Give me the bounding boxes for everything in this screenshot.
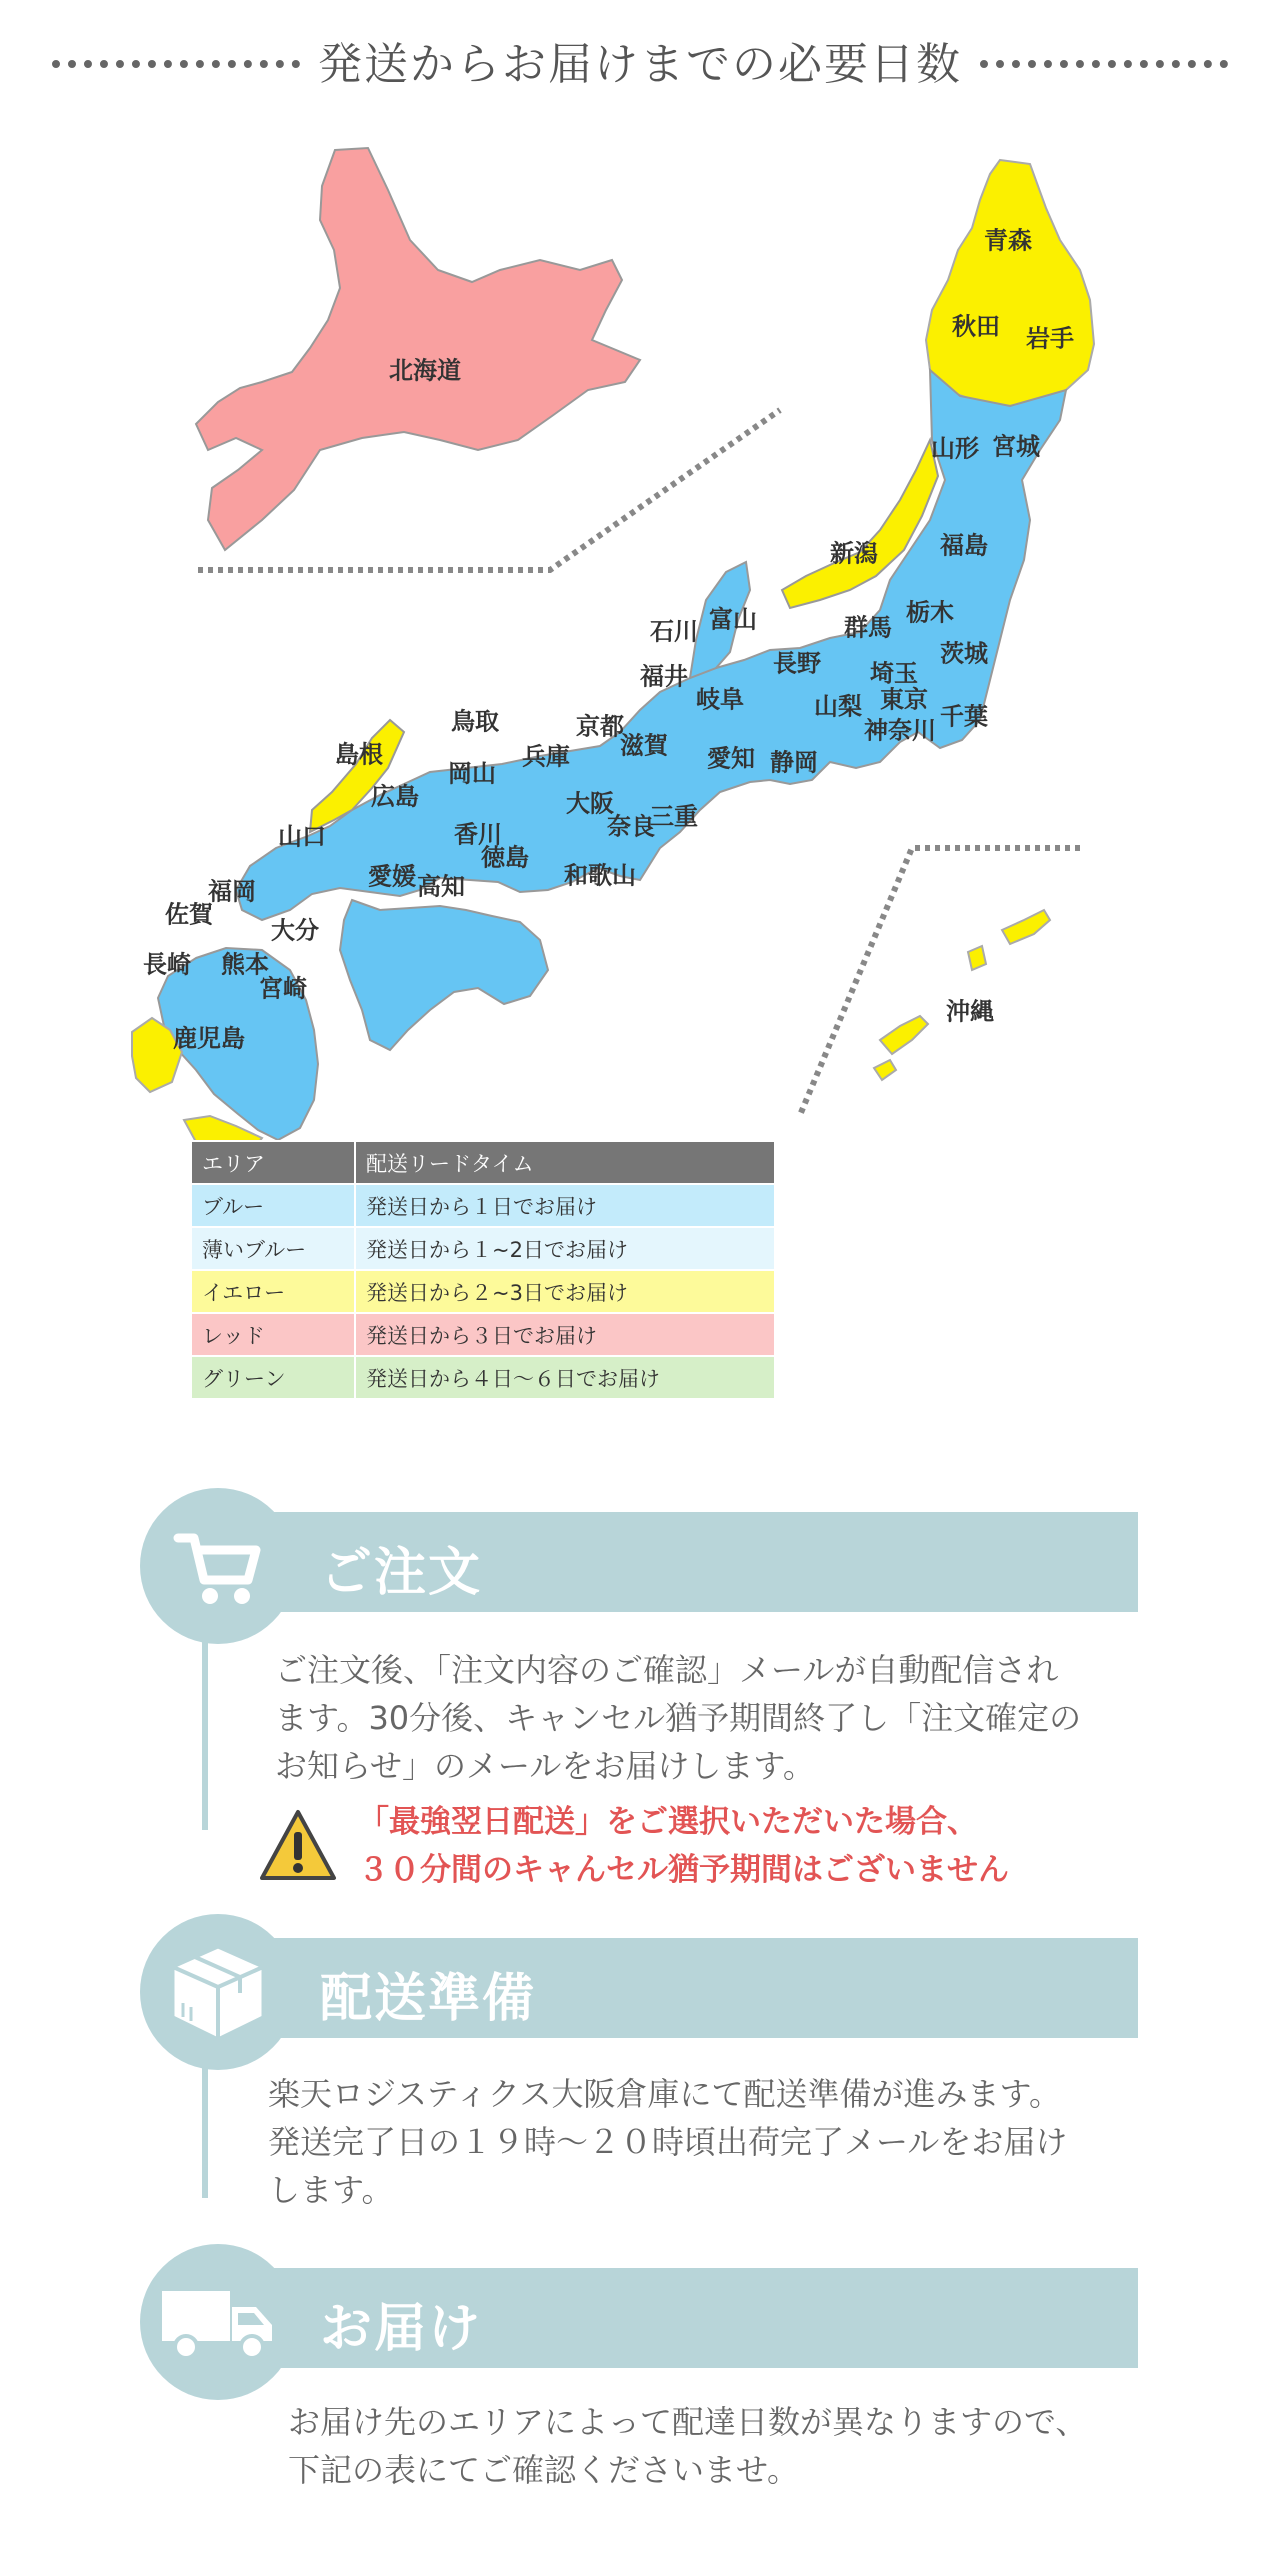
table-row <box>192 1270 774 1313</box>
pref-label: 熊本 <box>221 950 269 979</box>
step-delivery-line-2: 下記の表にてご確認くださいませ。 <box>288 2451 800 2489</box>
pref-label: 岐阜 <box>696 685 744 714</box>
japan-delivery-map <box>0 120 1280 1140</box>
step-order-line-2: ます。30分後、キャンセル猶予期間終了し「注文確定の <box>275 1699 1082 1737</box>
table-cell-area: 薄いブルー <box>192 1227 355 1270</box>
pref-label: 新潟 <box>830 539 878 568</box>
truck-icon <box>158 2277 278 2367</box>
pref-label: 高知 <box>417 872 465 901</box>
lead-time-table <box>192 1142 774 1400</box>
table-header-row <box>192 1142 774 1184</box>
order-warning-line-2: ３０分間のキャんセル猶予期間はございません <box>358 1852 1009 1888</box>
step-delivery-line-1: お届け先のエリアによって配達日数が異なりますので、 <box>288 2403 1088 2441</box>
table-cell-area: イエロー <box>192 1270 355 1313</box>
region-okinawa-1 <box>1002 910 1050 944</box>
pref-label: 愛知 <box>707 744 755 773</box>
page-title: 発送からお届けまでの必要日数 <box>318 39 962 90</box>
japan-map-svg <box>0 120 1280 1140</box>
step-order-line-3: お知らせ」のメールをお届けします。 <box>275 1747 815 1785</box>
title-row <box>0 20 1280 100</box>
order-warning-line-1: 「最強翌日配送」をご選択いただいた場合、 <box>358 1804 978 1840</box>
table-row <box>192 1184 774 1227</box>
okinawa-divider <box>800 848 1080 1115</box>
warning-icon <box>258 1808 338 1884</box>
pref-label: 沖縄 <box>946 997 994 1026</box>
step-order-heading: ご注文 <box>320 1543 483 1603</box>
pref-label: 愛媛 <box>368 862 416 891</box>
step-preparing-line-3: します。 <box>268 2171 394 2209</box>
table-row <box>192 1356 774 1399</box>
pref-label: 徳島 <box>481 843 529 872</box>
pref-label: 長崎 <box>143 950 191 979</box>
pref-label: 鳥取 <box>451 707 499 736</box>
pref-label: 香川 <box>454 820 502 849</box>
pref-label: 大阪 <box>566 789 614 818</box>
table-cell-area: ブルー <box>192 1184 355 1227</box>
pref-label: 北海道 <box>389 356 461 385</box>
title-dots-right <box>980 60 1228 68</box>
pref-label: 茨城 <box>940 639 988 668</box>
pref-label: 秋田 <box>952 312 1000 341</box>
pref-label: 群馬 <box>844 613 892 642</box>
region-shikoku <box>340 900 548 1050</box>
pref-label: 兵庫 <box>522 742 570 771</box>
region-hokkaido <box>196 148 640 550</box>
table-cell-time: 発送日から４日～６日でお届け <box>355 1356 774 1399</box>
cart-icon <box>168 1516 268 1616</box>
step-preparing-heading: 配送準備 <box>320 1969 537 2029</box>
title-dots-left <box>52 60 300 68</box>
pref-label: 静岡 <box>770 748 818 777</box>
table-header-time: 配送リードタイム <box>355 1142 774 1184</box>
step-delivery-heading: お届け <box>320 2299 483 2359</box>
pref-label: 青森 <box>984 226 1032 255</box>
pref-label: 大分 <box>271 916 319 945</box>
step-order-line-1: ご注文後、「注文内容のご確認」メールが自動配信され <box>275 1651 1059 1689</box>
pref-label: 京都 <box>576 712 624 741</box>
table-cell-area: グリーン <box>192 1356 355 1399</box>
pref-label: 奈良 <box>607 812 655 841</box>
region-okinawa-2 <box>968 946 986 970</box>
pref-label: 埼玉 <box>870 659 918 688</box>
pref-label: 山梨 <box>814 692 862 721</box>
step-delivery-circle <box>140 2244 296 2400</box>
pref-label: 山形 <box>931 434 979 463</box>
pref-label: 富山 <box>709 605 757 634</box>
step-order-circle <box>140 1488 296 1644</box>
pref-label: 千葉 <box>940 702 988 731</box>
pref-label: 東京 <box>880 685 928 714</box>
pref-label: 岩手 <box>1026 324 1074 353</box>
step-preparing-circle <box>140 1914 296 2070</box>
pref-label: 和歌山 <box>564 861 636 890</box>
region-okinawa-3 <box>880 1016 928 1054</box>
pref-label: 福井 <box>640 662 688 691</box>
pref-label: 栃木 <box>906 598 954 627</box>
region-tohoku-north <box>926 160 1094 406</box>
table-cell-time: 発送日から１~2日でお届け <box>355 1227 774 1270</box>
pref-label: 宮城 <box>992 432 1040 461</box>
table-cell-area: レッド <box>192 1313 355 1356</box>
table-cell-time: 発送日から３日でお届け <box>355 1313 774 1356</box>
pref-label: 山口 <box>278 822 326 851</box>
box-icon <box>163 1937 273 2047</box>
table-cell-time: 発送日から２~3日でお届け <box>355 1270 774 1313</box>
pref-label: 福岡 <box>208 877 256 906</box>
pref-label: 広島 <box>371 782 419 811</box>
pref-label: 島根 <box>335 740 383 769</box>
pref-label: 滋賀 <box>620 731 668 760</box>
step-preparing-line-2: 発送完了日の１９時～２０時頃出荷完了メールをお届け <box>268 2123 1068 2161</box>
table-row <box>192 1227 774 1270</box>
pref-label: 石川 <box>650 617 698 646</box>
order-warning <box>258 1798 1009 1894</box>
pref-label: 三重 <box>650 802 698 831</box>
step-preparing-line-1: 楽天ロジスティクス大阪倉庫にて配送準備が進みます。 <box>268 2075 1061 2113</box>
pref-label: 神奈川 <box>864 716 936 745</box>
table-header-area: エリア <box>192 1142 355 1184</box>
pref-label: 鹿児島 <box>173 1024 245 1053</box>
pref-label: 福島 <box>940 531 988 560</box>
pref-label: 宮崎 <box>259 974 307 1003</box>
table-row <box>192 1313 774 1356</box>
region-okinawa-4 <box>874 1060 896 1080</box>
table-cell-time: 発送日から１日でお届け <box>355 1184 774 1227</box>
pref-label: 長野 <box>773 649 821 678</box>
pref-label: 岡山 <box>448 759 496 788</box>
pref-label: 佐賀 <box>165 900 213 929</box>
